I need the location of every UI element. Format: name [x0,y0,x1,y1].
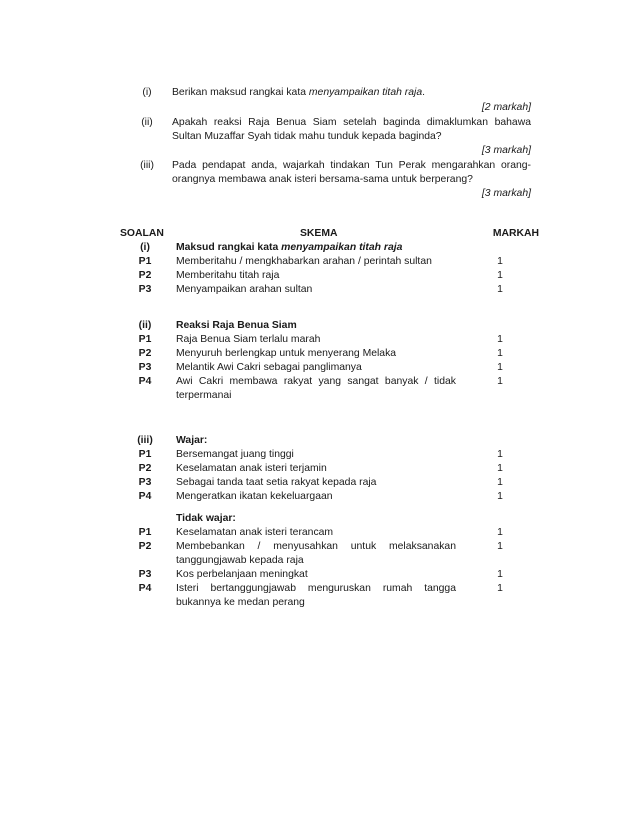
header-skema: SKEMA [300,228,338,239]
header-markah: MARKAH [492,228,539,239]
question-3 [137,159,531,201]
question-number: (i) [142,87,152,98]
question-list [137,86,531,201]
table-row: P3 Melantik Awi Cakri sebagai panglimanya 1 [138,362,503,373]
question-number: (ii) [141,117,153,128]
table-row: P2 Memberitahu titah raja 1 [138,270,503,281]
question-text: Berikan maksud rangkai kata menyampaikan titah raja. [172,87,425,98]
question-1 [137,86,531,115]
section-code: (ii) [138,320,152,331]
section-iii-tidak-wajar [120,512,540,610]
table-row: P3 Menyampaikan arahan sultan 1 [138,284,503,295]
table-row: P1 Bersemangat juang tinggi 1 [138,449,503,460]
question-marks: [3 markah] [481,188,531,199]
table-row: P4 Mengeratkan ikatan kekeluargaan 1 [138,491,503,502]
table-header [120,227,540,241]
question-number: (iii) [140,160,154,171]
question-2 [137,116,531,158]
section-i [120,241,540,297]
section-title-row [120,434,540,448]
section-title-row [120,319,540,333]
table-row: P3 Sebagai tanda taat setia rakyat kepada raja 1 [138,477,503,488]
header-soalan: SOALAN [120,228,164,239]
question-text: Pada pendapat anda, wajarkah tindakan Tun Perak mengarahkan orang-orangnya membawa anak isteri bersama-sama untuk berperang? [172,160,531,185]
table-row: P1 Keselamatan anak isteri terancam 1 [138,527,503,538]
table-row: P2 Keselamatan anak isteri terjamin 1 [138,463,503,474]
question-marks: [2 markah] [481,102,531,113]
table-row: P4 Isteri bertanggungjawab menguruskan rumah tangga bukannya ke medan perang 1 [138,583,503,608]
section-code: (i) [140,242,150,253]
section-title: Maksud rangkai kata menyampaikan titah raja [176,242,403,253]
table-row: P1 Raja Benua Siam terlalu marah 1 [138,334,503,345]
section-title: Wajar: [176,435,208,446]
question-text: Apakah reaksi Raja Benua Siam setelah baginda dimaklumkan bahawa Sultan Muzaffar Syah tidak mahu tunduk kepada baginda? [172,117,531,142]
section-ii [120,319,540,403]
section-title-row [120,241,540,255]
section-code: (iii) [137,435,153,446]
table-row: P1 Memberitahu / mengkhabarkan arahan / perintah sultan 1 [138,256,503,267]
section-title-row [120,512,540,526]
table-row: P3 Kos perbelanjaan meningkat 1 [138,569,503,580]
marking-scheme-table [120,227,540,610]
table-row: P2 Menyuruh berlengkap untuk menyerang Melaka 1 [138,348,503,359]
section-title: Reaksi Raja Benua Siam [176,320,297,331]
question-marks: [3 markah] [481,145,531,156]
table-row: P4 Awi Cakri membawa rakyat yang sangat banyak / tidak terpermanai 1 [138,376,503,401]
section-iii-wajar [120,434,540,504]
section-title: Tidak wajar: [176,513,236,524]
table-row: P2 Membebankan / menyusahkan untuk melaksanakan tanggungjawab kepada raja 1 [138,541,503,566]
